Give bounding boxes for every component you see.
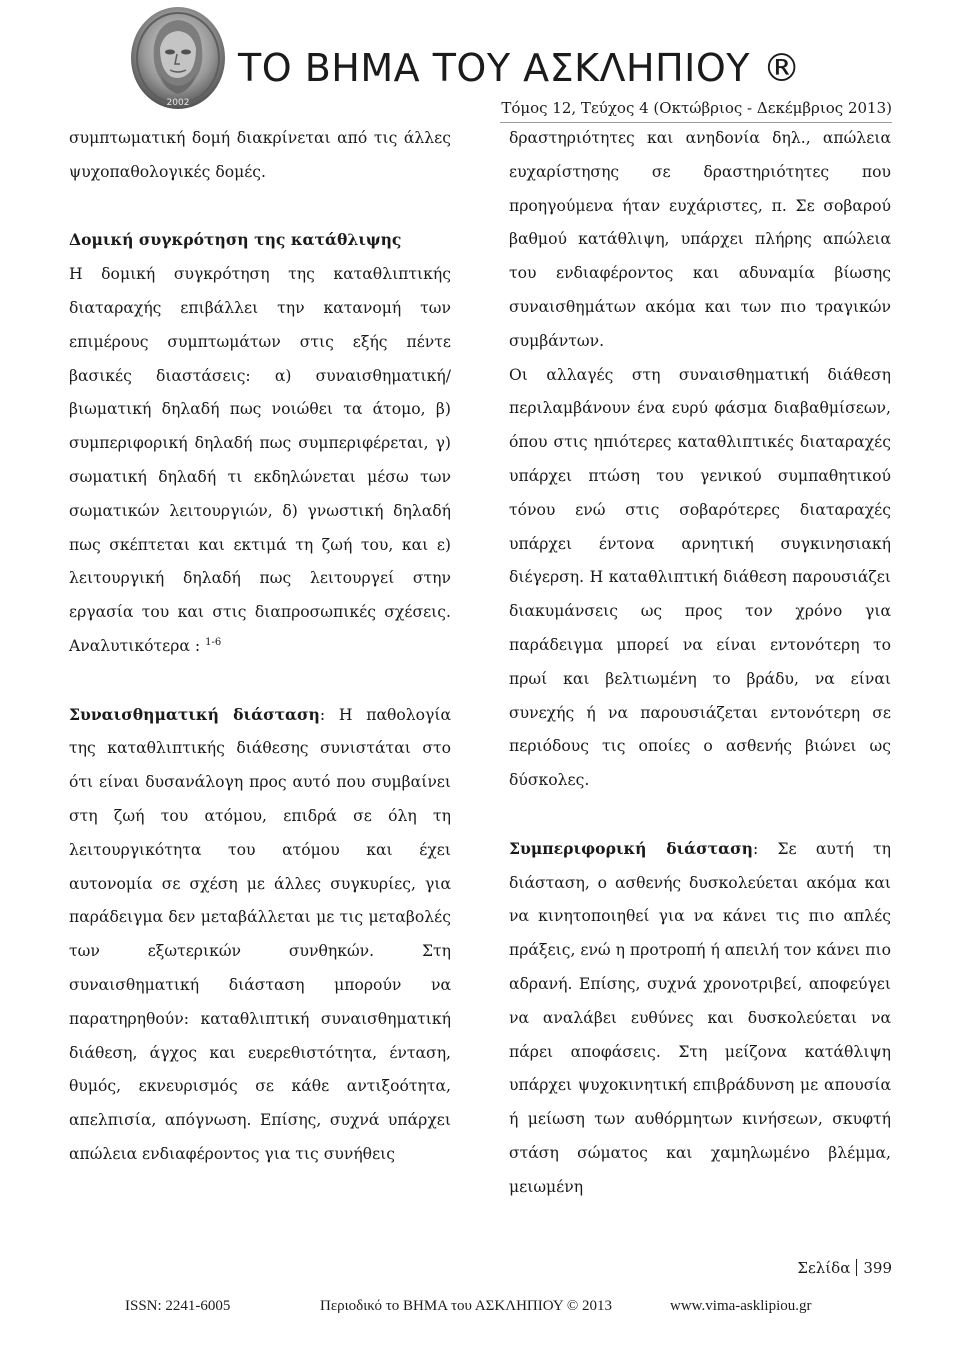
paragraph: δραστηριότητες και ανηδονία δηλ., απώλεια ευχαρίστησης σε δραστηριότητες που προηγούμενα ήταν ευχάριστες, π. Σε σοβαρού βαθμού κατάθλιψη, υπάρχει πλήρης απώλεια του ενδιαφέροντος και αδυναμία βίωσης συναισθημάτων ακόμα και των πιο τραγικών συμβάντων. [509, 129, 891, 350]
issue-info: Τόμος 12, Τεύχος 4 (Οκτώβριος - Δεκέμβριος 2013) [501, 99, 892, 117]
section-heading-behavioral: Συμπεριφορική διάσταση [509, 838, 753, 858]
section-heading-emotional: Συναισθηματική διάσταση [69, 704, 320, 724]
footer-issn: ISSN: 2241-6005 [125, 1298, 231, 1314]
left-column [69, 122, 451, 1172]
paragraph-behavioral-dimension: Συμπεριφορική διάσταση: Σε αυτή τη διάσταση, ο ασθενής δυσκολεύεται ακόμα και να κινητοποιηθεί για να κάνει τις πιο απλές πράξεις, ενώ η προτροπή ή απειλή τον κάνει πιο αδρανή. Επίσης, συχνά χρονοτριβεί, αποφεύγει να αναλάβει ευθύνες και δυσκολεύεται να πάρει αποφάσεις. Στη μείζονα κατάθλιψη υπάρχει ψυχοκινητική επιβράδυνση με απουσία ή μείωση των αυθόρμητων κινήσεων, σκυφτή στάση σώματος και χαμηλωμένο βλέμμα, μειωμένη [509, 838, 892, 1196]
journal-logo-seal [130, 6, 226, 110]
right-column [509, 122, 891, 1205]
footer-url-link[interactable]: www.vima-asklipiou.gr [670, 1298, 812, 1314]
paragraph: συμπτωματική δομή διακρίνεται από τις άλλες ψυχοπαθολογικές δομές. [69, 129, 451, 181]
journal-title: ΤΟ ΒΗΜΑ ΤΟΥ ΑΣΚΛΗΠΙΟΥ ® [238, 46, 802, 90]
logo-year: 2002 [166, 98, 190, 108]
page-header [0, 0, 960, 120]
paragraph-emotional-dimension: Συναισθηματική διάσταση: Η παθολογία της καταθλιπτικής διάθεσης συνιστάται στο ότι είναι δυσανάλογη προς αυτό που συμβαίνει στη ζωή του ατόμου, επιδρά σε όλη τη λειτουργικότητα του ατόμου και έχει αυτονομία σε σχέση με άλλες συγκυρίες, για παράδειγμα δεν μεταβάλλεται με τις μεταβολές των εξωτερικών συνθηκών. Στη συναισθηματική διάσταση μπορούν να παρατηρηθούν: καταθλιπτική συναισθηματική διάθεση, άγχος και ευερεθιστότητα, ένταση, θυμός, εκνευρισμός σε κάθε αντιξοότητα, απελπισία, απόγνωση. Επίσης, συχνά υπάρχει απώλεια ενδιαφέροντος για τις συνήθεις [69, 704, 452, 1163]
section-heading-structure: Δομική συγκρότηση της κατάθλιψης [69, 230, 402, 250]
citation-superscript: 1-6 [205, 636, 222, 648]
paragraph: Η δομική συγκρότηση της καταθλιπτικής διαταραχής επιβάλλει την κατανομή των επιμέρους συμπτωμάτων στις εξής πέντε βασικές διαστάσεις: α) συναισθηματική/βιωματική δηλαδή πως νοιώθει τα άτομο, β) συμπεριφορική δηλαδή πως συμπεριφέρεται, γ) σωματική δηλαδή τι εκδηλώνεται μέσω των σωματικών λειτουργιών, δ) γνωστική δηλαδή πως σκέπτεται και εκτιμά τη ζωή του, και ε) λειτουργική δηλαδή πως λειτουργεί στην εργασία του και στις διαπροσωπικές σχέσεις. Αναλυτικότερα : $^{1-6}$ [69, 265, 451, 655]
page-footer [0, 1298, 960, 1320]
page-number: Σελίδα 399 [797, 1259, 892, 1277]
paragraph: Οι αλλαγές στη συναισθηματική διάθεση περιλαμβάνουν ένα ευρύ φάσμα διαβαθμίσεων, όπου στις ηπιότερες καταθλιπτικές διαταραχές υπάρχει πτώση του γενικού συμπαθητικού τόνου ενώ στις σοβαρότερες διαταραχές υπάρχει έντονα αρνητική συγκινησιακή διέγερση. Η καταθλιπτική διάθεση παρουσιάζει διακυμάνσεις ως προς τον χρόνο για παράδειγμα μπορεί να είναι εντονότερη το πρωί και βελτιωμένη το βράδυ, να είναι συνεχής ή να παρουσιάζεται εντονότερη σε περιόδους τις οποίες ο ασθενής βιώνει ως δύσκολες. [509, 365, 891, 790]
footer-publisher: Περιοδικό το ΒΗΜΑ του ΑΣΚΛΗΠΙΟΥ © 2013 [320, 1298, 613, 1314]
